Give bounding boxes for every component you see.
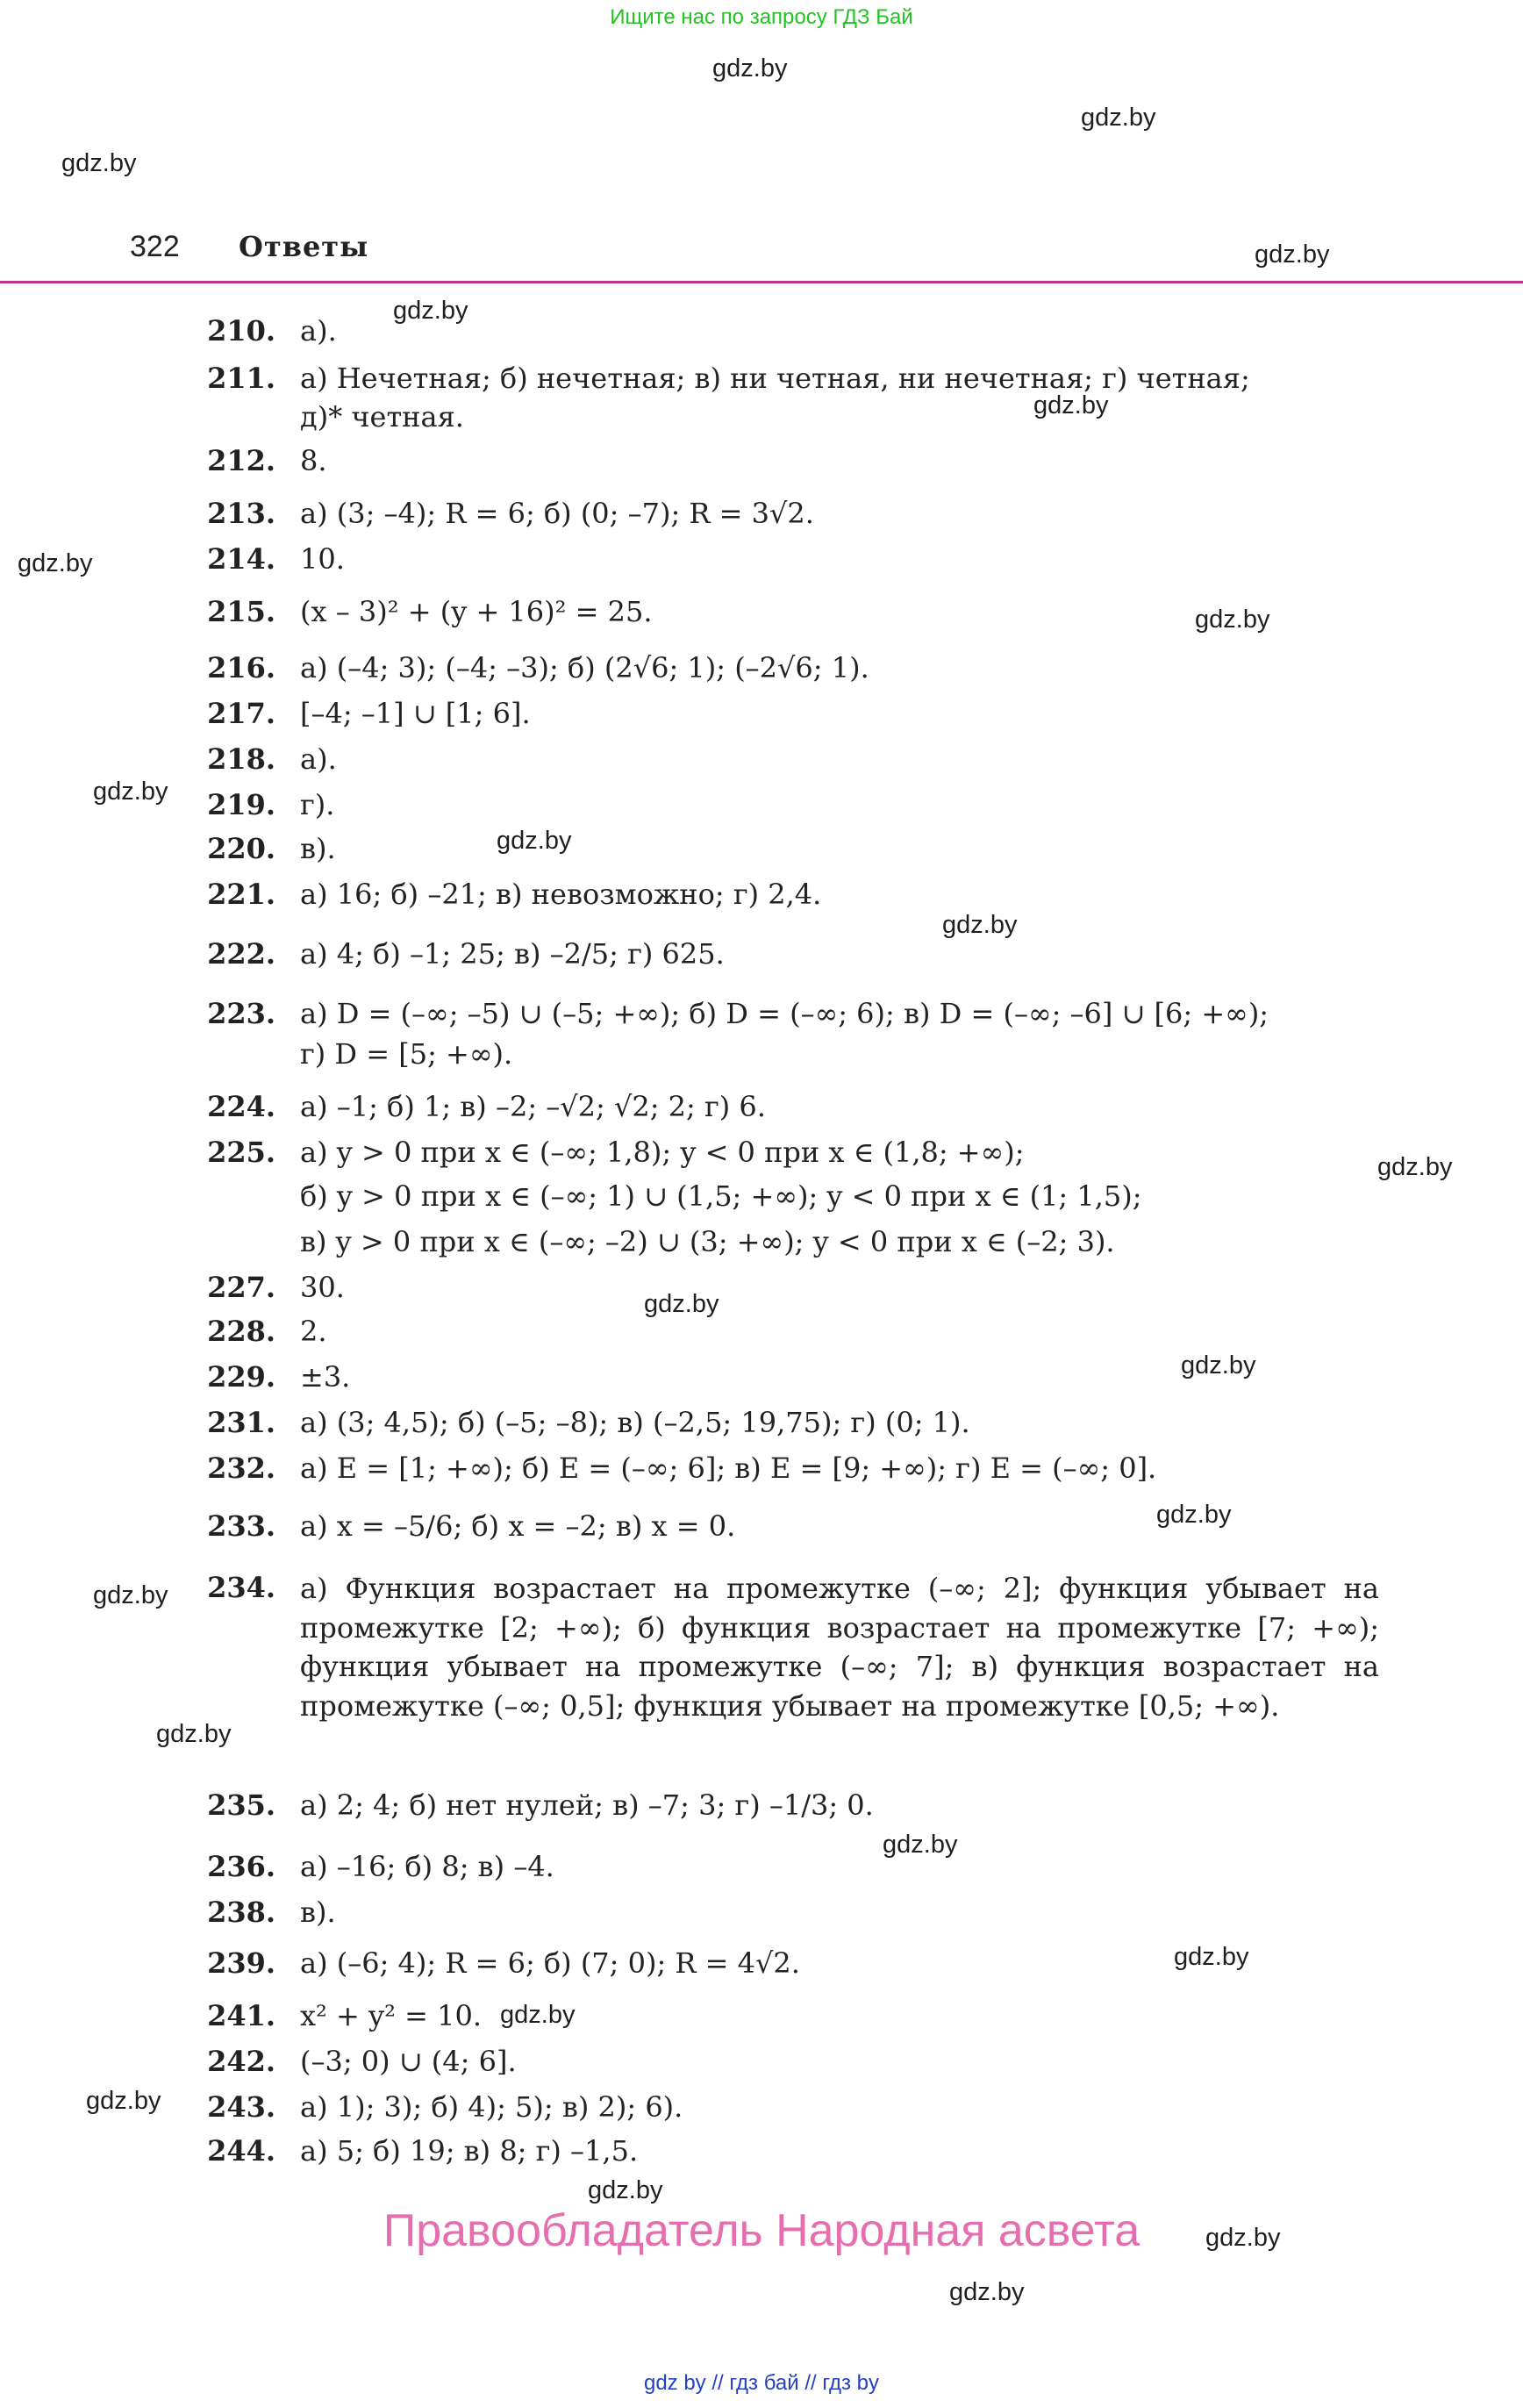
watermark: gdz.by [61, 149, 137, 177]
header-rule [0, 281, 1523, 283]
watermark: gdz.by [1205, 2224, 1281, 2252]
watermark: gdz.by [1033, 391, 1109, 419]
watermark: gdz.by [644, 1290, 719, 1318]
top-banner: Ищите нас по запросу ГДЗ Бай [610, 5, 913, 29]
answer-text-line: в) y > 0 при x ∈ (–∞; –2) ∪ (3; +∞); y < 0 при x ∈ (–2; 3). [300, 1225, 1115, 1258]
answer-text: а). [300, 314, 337, 348]
answer-number: 239. [207, 1946, 275, 1980]
answer-text: [–4; –1] ∪ [1; 6]. [300, 697, 531, 730]
watermark: gdz.by [1377, 1153, 1453, 1181]
answer-number: 211. [207, 362, 275, 395]
answer-text: а) x = –5/6; б) x = –2; в) x = 0. [300, 1509, 736, 1543]
answer-text-line: д)* четная. [300, 400, 464, 434]
answer-text: г). [300, 788, 335, 821]
watermark: gdz.by [1255, 240, 1330, 269]
answer-number: 210. [207, 314, 275, 348]
watermark: gdz.by [93, 778, 168, 806]
answer-text: а). [300, 742, 337, 776]
answer-number: 223. [207, 997, 275, 1030]
answer-number: 241. [207, 1999, 275, 2032]
watermark: gdz.by [86, 2087, 161, 2115]
answer-text-line: г) D = [5; +∞). [300, 1037, 513, 1071]
answer-number: 214. [207, 542, 275, 576]
answer-text: (x – 3)² + (y + 16)² = 25. [300, 595, 653, 628]
watermark: gdz.by [500, 2001, 576, 2029]
answer-number: 218. [207, 742, 275, 776]
watermark: gdz.by [1195, 606, 1270, 634]
answer-number: 229. [207, 1360, 275, 1394]
answer-number: 231. [207, 1406, 275, 1439]
answer-number: 219. [207, 788, 275, 821]
watermark: gdz.by [1181, 1351, 1256, 1380]
answer-text: а) –16; б) 8; в) –4. [300, 1850, 554, 1883]
answer-number: 213. [207, 497, 275, 530]
answer-text: x² + y² = 10. [300, 1999, 482, 2032]
answer-text: а) 4; б) –1; 25; в) –2/5; г) 625. [300, 937, 725, 971]
watermark: gdz.by [1156, 1501, 1232, 1529]
answer-number: 242. [207, 2045, 275, 2078]
answer-number: 238. [207, 1896, 275, 1929]
answer-text: а) D = (–∞; –5) ∪ (–5; +∞); б) D = (–∞; 6); в) D = (–∞; –6] ∪ [6; +∞); [300, 997, 1269, 1030]
answer-text: а) (3; –4); R = 6; б) (0; –7); R = 3√2. [300, 497, 814, 530]
watermark: gdz.by [883, 1831, 958, 1859]
answer-text: 2. [300, 1315, 327, 1348]
watermark: gdz.by [1081, 104, 1156, 132]
answer-number: 228. [207, 1315, 275, 1348]
answer-number: 217. [207, 697, 275, 730]
answer-number: 234. [207, 1571, 275, 1604]
bottom-banner: gdz by // гдз бай // гдз by [643, 2371, 880, 2395]
answer-text: (–3; 0) ∪ (4; 6]. [300, 2045, 517, 2078]
watermark: gdz.by [712, 54, 788, 82]
watermark: gdz.by [497, 827, 572, 855]
watermark: gdz.by [393, 297, 468, 325]
answer-text: ±3. [300, 1360, 351, 1394]
answer-text: в). [300, 832, 336, 865]
answer-text: а) Функция возрастает на промежутке (–∞; 2]; функция убывает на промежутке [2; +∞); б) функция возрастает на промежутке [7; +∞); функция убывает на промежутке (–∞; 7]; в) функция возрастает на промежутке (–∞; 0,5]; функция убывает на промежутке [0,5; +∞). [300, 1572, 1379, 1723]
watermark: gdz.by [588, 2176, 663, 2204]
page-title: Ответы [239, 230, 369, 263]
page-number: 322 [130, 230, 180, 263]
answer-number: 215. [207, 595, 275, 628]
answer-number: 233. [207, 1509, 275, 1543]
answer-number: 224. [207, 1090, 275, 1123]
answer-text: а) 16; б) –21; в) невозможно; г) 2,4. [300, 878, 822, 911]
answer-number: 221. [207, 878, 275, 911]
answer-number: 244. [207, 2134, 275, 2168]
answer-text: а) (–6; 4); R = 6; б) (7; 0); R = 4√2. [300, 1946, 800, 1980]
answer-number: 225. [207, 1136, 275, 1169]
watermark: gdz.by [1174, 1943, 1249, 1971]
watermark: gdz.by [156, 1720, 232, 1748]
answer-text: а) y > 0 при x ∈ (–∞; 1,8); y < 0 при x ∈ (1,8; +∞); [300, 1136, 1025, 1169]
answer-text: а) 1); 3); б) 4); 5); в) 2); 6). [300, 2090, 683, 2124]
answer-text: а) 5; б) 19; в) 8; г) –1,5. [300, 2134, 639, 2168]
answer-text: 30. [300, 1271, 345, 1304]
answer-number: 222. [207, 937, 275, 971]
answer-text: в). [300, 1896, 336, 1929]
watermark: gdz.by [942, 911, 1018, 939]
answer-text: а) Нечетная; б) нечетная; в) ни четная, ни нечетная; г) четная; [300, 362, 1250, 395]
answer-number: 227. [207, 1271, 275, 1304]
answer-number: 216. [207, 651, 275, 684]
watermark: gdz.by [93, 1581, 168, 1609]
copyright-footer: Правообладатель Народная асвета [383, 2205, 1140, 2256]
watermark: gdz.by [949, 2278, 1025, 2306]
answer-number: 220. [207, 832, 275, 865]
answer-text: а) 2; 4; б) нет нулей; в) –7; 3; г) –1/3; 0. [300, 1788, 874, 1822]
answer-number: 212. [207, 444, 275, 477]
answer-text: 8. [300, 444, 327, 477]
answer-number: 243. [207, 2090, 275, 2124]
answer-text: а) (3; 4,5); б) (–5; –8); в) (–2,5; 19,75); г) (0; 1). [300, 1406, 970, 1439]
answer-text: 10. [300, 542, 345, 576]
answer-text: а) (–4; 3); (–4; –3); б) (2√6; 1); (–2√6; 1). [300, 651, 869, 684]
watermark: gdz.by [18, 549, 93, 577]
answer-number: 236. [207, 1850, 275, 1883]
answer-text: а) –1; б) 1; в) –2; –√2; √2; 2; г) 6. [300, 1090, 766, 1123]
answer-text: а) E = [1; +∞); б) E = (–∞; 6]; в) E = [9; +∞); г) E = (–∞; 0]. [300, 1451, 1157, 1485]
answer-text-line: б) y > 0 при x ∈ (–∞; 1) ∪ (1,5; +∞); y < 0 при x ∈ (1; 1,5); [300, 1179, 1142, 1213]
answer-number: 232. [207, 1451, 275, 1485]
answer-number: 235. [207, 1788, 275, 1822]
